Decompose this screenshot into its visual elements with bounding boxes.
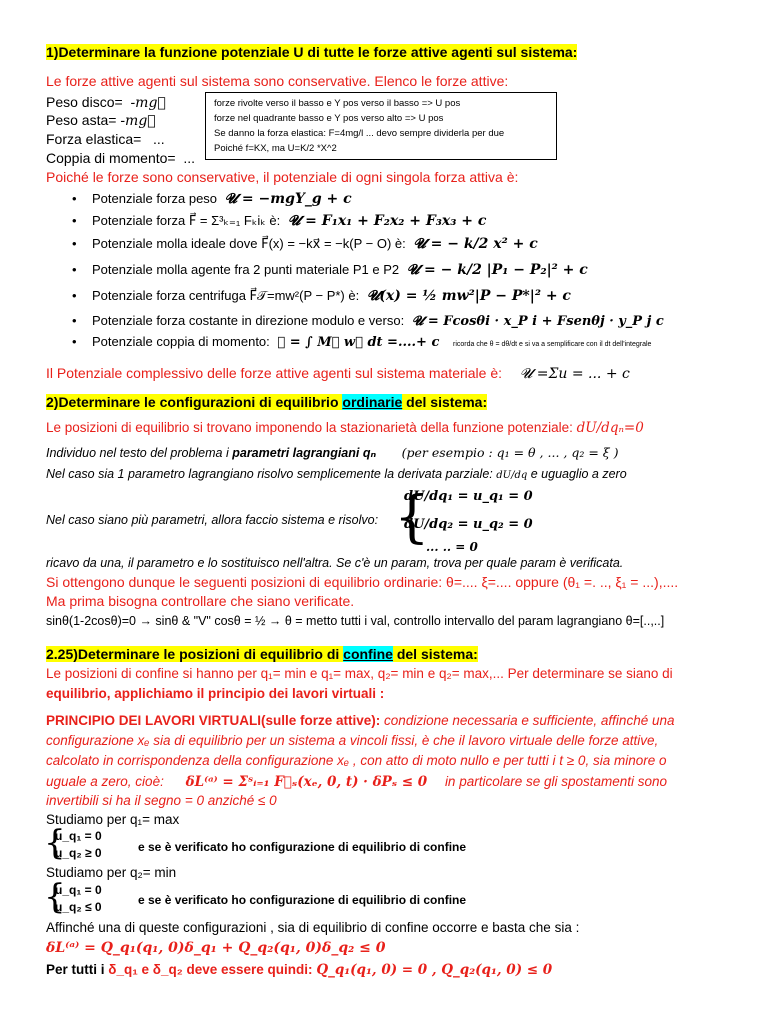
s3-line2: equilibrio, applichiamo il principio dei lavori virtuali : <box>46 686 385 701</box>
plv-line1: PRINCIPIO DEI LAVORI VIRTUALI(sulle forze attive): condizione necessaria e sufficiente, affinché una <box>46 713 675 728</box>
section-3-heading: 2.25)Determinare le posizioni di equilibrio di confine del sistema: <box>46 646 478 662</box>
system-eq1: dU/dq₁ = u_q₁ = 0 <box>404 489 533 504</box>
bullet-molla-ideale: • Potenziale molla ideale dove F⃗(x) = −kx⃗ = −k(P − O) è: 𝓤 = − k/2 x² + c <box>72 236 538 252</box>
sys-min-eq2: u_q₂ ≤ 0 <box>55 900 102 914</box>
verify-min: e se è verificato ho configurazione di equilibrio di confine <box>138 893 467 907</box>
section-1-intro: Le forze attive agenti sul sistema sono conservative. Elenco le forze attive: <box>46 73 509 89</box>
force-coppia: Coppia di momento= ... <box>46 150 196 166</box>
note-line: Se danno la forza elastica: F=4mg/l ... devo sempre dividerla per due <box>214 128 505 139</box>
brace-max: { <box>44 823 66 863</box>
study-min: Studiamo per q₂= min <box>46 865 177 880</box>
note-line: Poiché f=KX, ma U=K/2 *X^2 <box>214 143 337 154</box>
bullet-centrifuga: • Potenziale forza centrifuga F⃗𝒯=mw²(P − P*) è: 𝓤(x) = ½ mw²|P − P*|² + c <box>72 288 571 304</box>
bullet-coppia: • Potenziale coppia di momento: 𝓤 = ∫ M⃗ w⃗ dt =....+ c ricorda che θ = dθ/dt e si va a semplificare con il dt dell'integrale <box>72 334 651 350</box>
study-max: Studiamo per q₁= max <box>46 812 180 827</box>
s2-line1: Le posizioni di equilibrio si trovano imponendo la stazionarietà della funzione potenziale: dU/dqₙ=0 <box>46 420 644 436</box>
s2-line2: Individuo nel testo del problema i parametri lagrangiani qₙ (per esempio : q₁ = θ , ... , q₂ = ξ ) <box>46 445 619 460</box>
section-1-heading: 1)Determinare la funzione potenziale U di tutte le forze attive agenti sul sistema: <box>46 44 578 60</box>
note-line: forze rivolte verso il basso e Y pos verso il basso => U pos <box>214 98 461 109</box>
force-peso-asta: Peso asta= -mg⃗ <box>46 112 156 129</box>
plv-line4: uguale a zero, cioè: δL⁽ᵃ⁾ = Σˢᵢ₌₁ F⃗ₛ(xₑ, 0, t) · δPₛ ≤ 0 in particolare se gli spostamenti sono <box>46 774 668 790</box>
ordinarie-highlight: ordinarie <box>342 394 403 410</box>
bullet-molla-punti: • Potenziale molla agente fra 2 punti materiale P1 e P2 𝓤 = − k/2 |P₁ − P₂|² + c <box>72 262 588 278</box>
brace-min: { <box>44 877 66 917</box>
plv-line2: configurazione xₑ sia di equilibrio per un sistema a vincoli fissi, è che il lavoro virtuale delle forze attive, <box>46 733 659 748</box>
plv-line3: calcolato in corrispondenza della configurazione xₑ , con atto di moto nullo e per tutti i t ≥ 0, sia minore o <box>46 753 667 768</box>
s2-line6: Si ottengono dunque le seguenti posizioni di equilibrio ordinarie: θ=.... ξ=.... oppure (θ₁ =. .., ξ₁ = ...),.... <box>46 574 679 590</box>
system-eq3: ... .. = 0 <box>426 540 478 554</box>
note-line: forze nel quadrante basso e Y pos verso alto => U pos <box>214 113 444 124</box>
bullet-forza: • Potenziale forza F⃗ = Σ³ₖ₌₁ Fₖiₖ è: 𝓤 = F₁x₁ + F₂x₂ + F₃x₃ + c <box>72 213 486 229</box>
condition-formula: δL⁽ᵃ⁾ = Q_q₁(q₁, 0)δ_q₁ + Q_q₂(q₁, 0)δ_q₂ ≤ 0 <box>46 940 386 956</box>
s2-line4: Nel caso siano più parametri, allora faccio sistema e risolvo: <box>46 513 379 527</box>
last-line: Per tutti i δ_q₁ e δ_q₂ deve essere quindi: Q_q₁(q₁, 0) = 0 , Q_q₂(q₁, 0) ≤ 0 <box>46 962 553 978</box>
s3-line1: Le posizioni di confine si hanno per q₁= min e q₁= max, q₂= min e q₂= max,... Per determinare se siano di <box>46 666 673 681</box>
confine-highlight: confine <box>343 646 393 662</box>
sys-max-eq1: u_q₁ = 0 <box>55 829 102 843</box>
s2-line3: Nel caso sia 1 parametro lagrangiano risolvo semplicemente la derivata parziale: dU/dq e uguaglio a zero <box>46 467 627 481</box>
total-potential: Il Potenziale complessivo delle forze attive agenti sul sistema materiale è: 𝓤 =Σu = ... + c <box>46 365 630 382</box>
sys-min-eq1: u_q₁ = 0 <box>55 883 102 897</box>
since-conservative: Poiché le forze sono conservative, il potenziale di ogni singola forza attiva è: <box>46 169 519 185</box>
section-2-heading: 2)Determinare le configurazioni di equilibrio ordinarie del sistema: <box>46 394 488 410</box>
s2-line5: ricavo da una, il parametro e lo sostituisco nell'altra. Se c'è un param, trova per quale param è verificata. <box>46 556 624 570</box>
s2-line8: sinθ(1-2cosθ)=0 → sinθ & "V" cosθ = ½ → θ = metto tutti i val, controllo intervallo del param lagrangiano θ=[..,..] <box>46 614 665 628</box>
verify-max: e se è verificato ho configurazione di equilibrio di confine <box>138 840 467 854</box>
plv-line5: invertibili si ha il segno = 0 anziché ≤ 0 <box>46 793 277 808</box>
bullet-costante: • Potenziale forza costante in direzione modulo e verso: 𝓤 = Fcosθi · x_P i + Fsenθj · y_P j c <box>72 313 664 329</box>
affinche-line: Affinché una di queste configurazioni , sia di equilibrio di confine occorre e basta che sia : <box>46 920 580 935</box>
force-peso-disco: Peso disco= -mg⃗ <box>46 94 166 111</box>
bullet-peso: • Potenziale forza peso 𝓤 = −mgY_g + c <box>72 191 352 207</box>
system-brace: { <box>394 485 430 550</box>
system-eq2: dU/dq₂ = u_q₂ = 0 <box>404 517 533 532</box>
note-box <box>205 92 557 160</box>
force-elastica: Forza elastica= ... <box>46 131 165 147</box>
s2-line7: Ma prima bisogna controllare che siano verificate. <box>46 593 355 609</box>
sys-max-eq2: u_q₂ ≥ 0 <box>55 846 102 860</box>
